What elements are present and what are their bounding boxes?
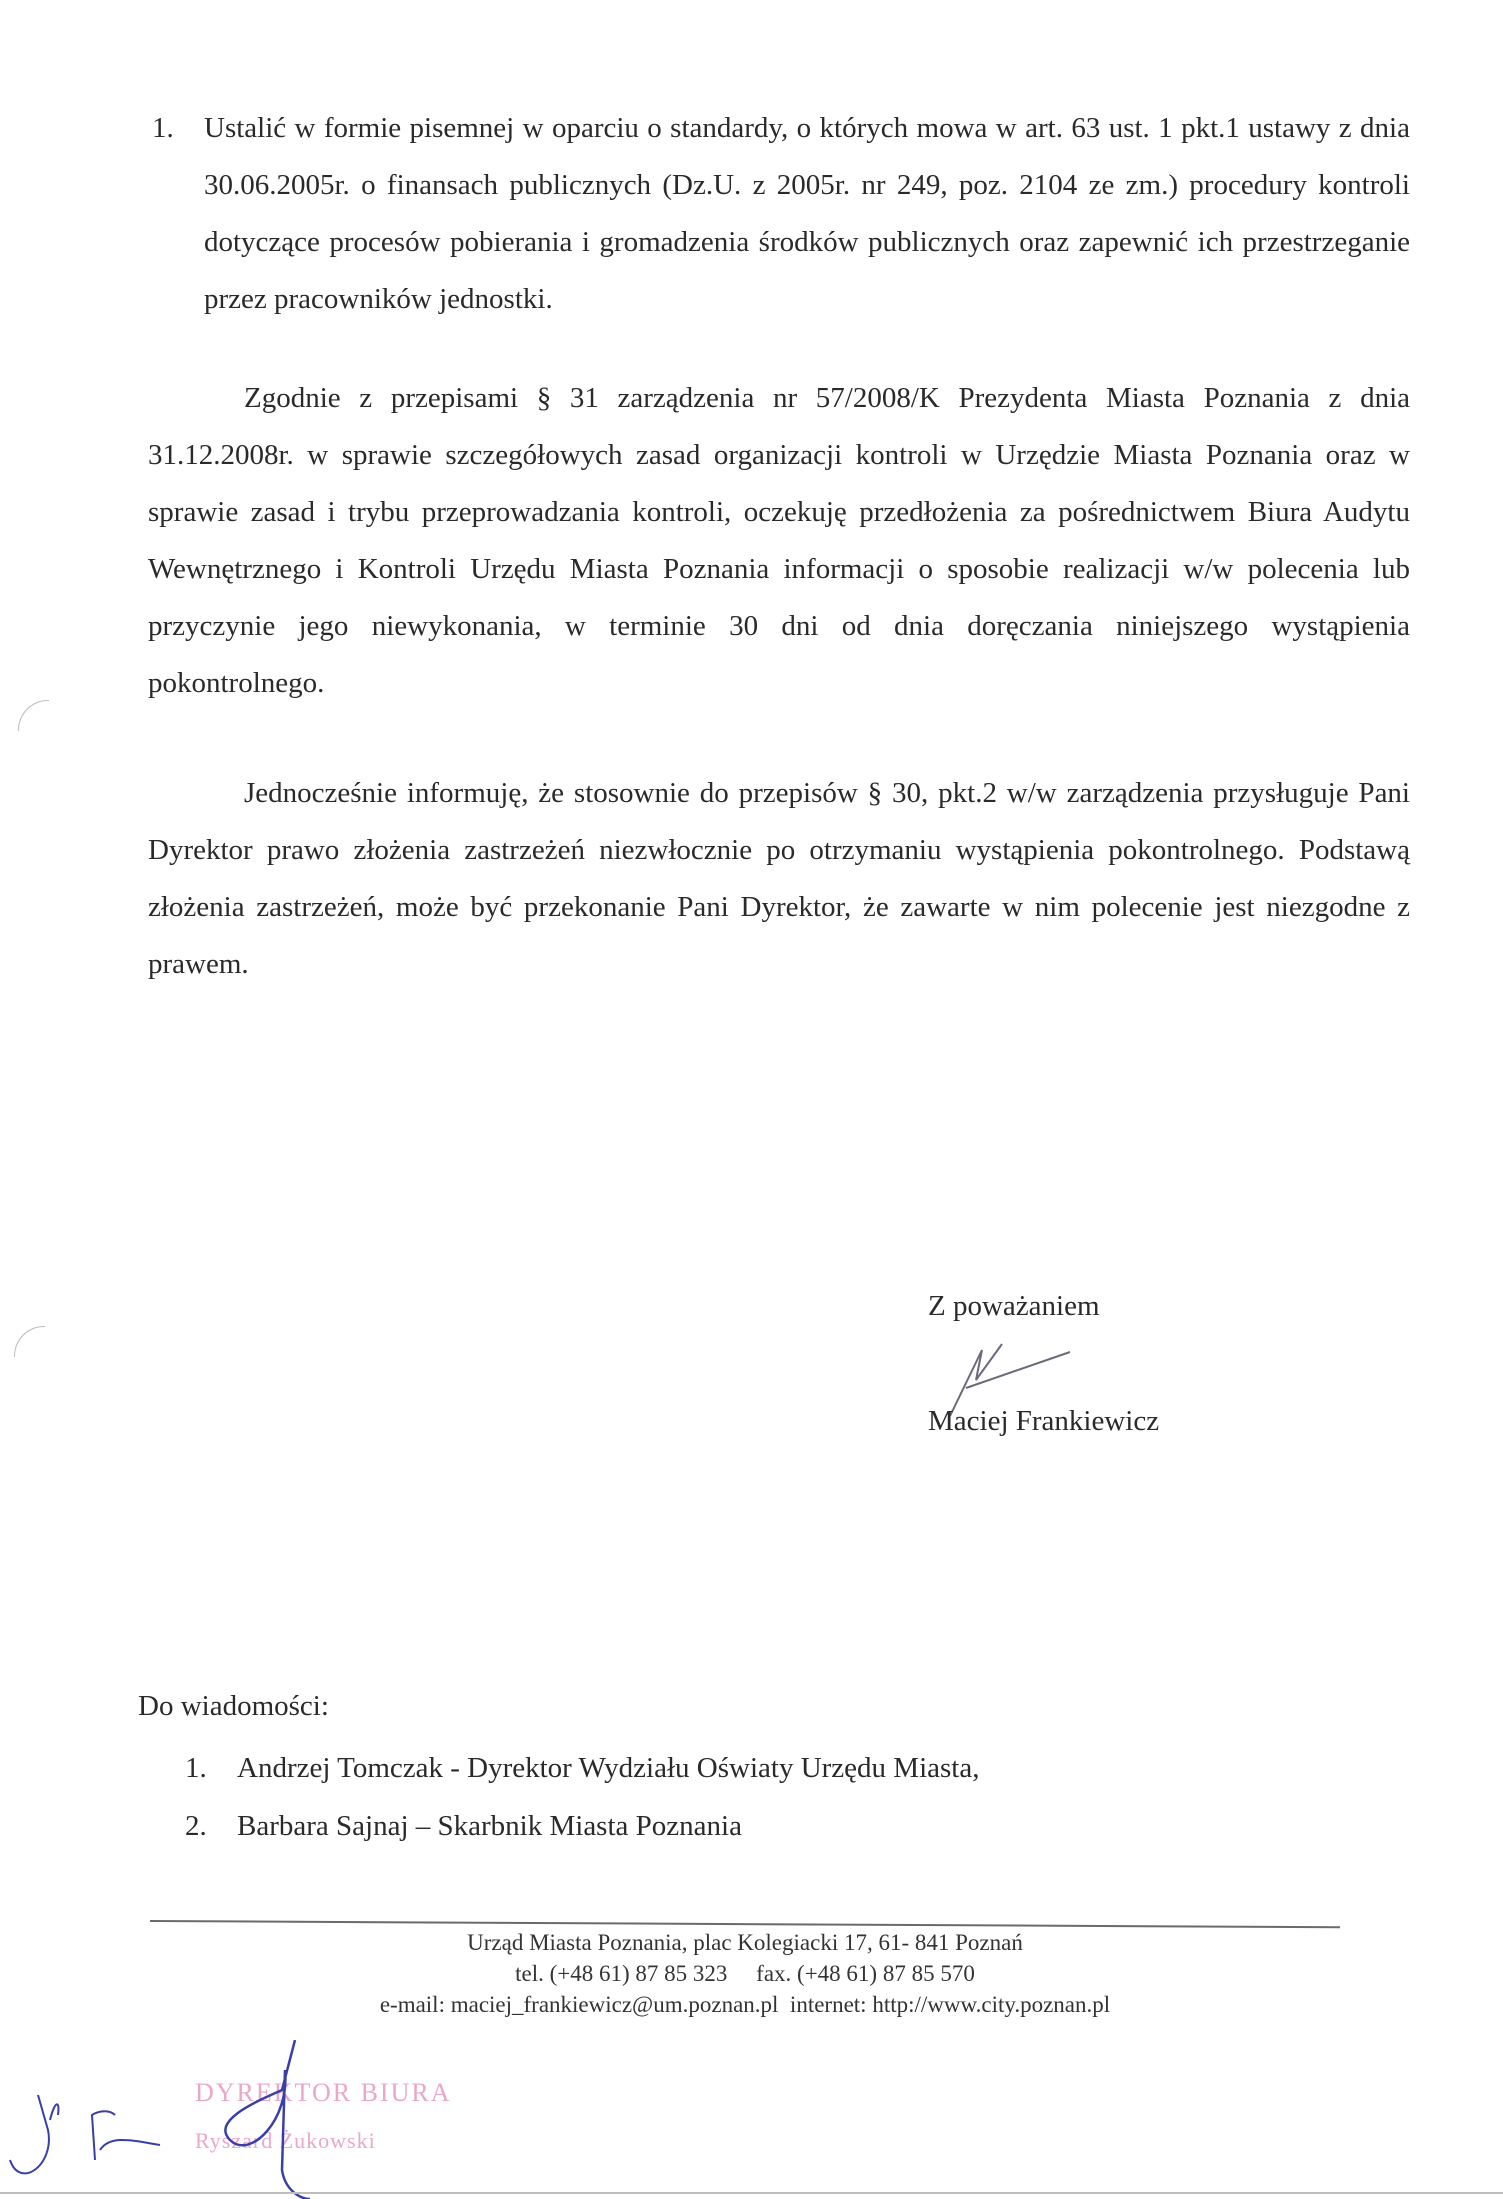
stamp-name: Ryszard Żukowski (195, 2128, 376, 2153)
footer-phone-fax: tel. (+48 61) 87 85 323 fax. (+48 61) 87 85 570 (515, 1961, 975, 1986)
closing-salutation: Z poważaniem (928, 1290, 1100, 1322)
scan-margin-mark (18, 700, 49, 731)
footer-email-web: e-mail: maciej_frankiewicz@um.poznan.pl internet: http://www.city.poznan.pl (379, 1992, 1111, 2017)
numbered-item-1 (152, 100, 1410, 328)
cc-item-number: 1. (185, 1752, 207, 1784)
footer-address: Urząd Miasta Poznania, plac Kolegiacki 17, 61- 841 Poznań (467, 1930, 1023, 1955)
paragraph-objection-rights: Jednocześnie informuję, że stosownie do przepisów § 30, pkt.2 w/w zarządzenia przysługuje Pani Dyrektor prawo złożenia zastrzeżeń niezwłocznie po otrzymaniu wystąpienia pokontrolnego. Podstawą złożenia zastrzeżeń, może być przekonanie Pani Dyrektor, że zawarte w nim polecenie jest niezgodne z prawem. (148, 777, 1410, 980)
handwritten-signature-icon (225, 2040, 310, 2199)
cc-item-text: Barbara Sajnaj – Skarbnik Miasta Poznania (237, 1810, 742, 1842)
scan-margin-mark (14, 1326, 45, 1357)
item-number: 1. (152, 112, 174, 144)
signer-name: Maciej Frankiewicz (928, 1405, 1160, 1437)
footer-divider (150, 1920, 1340, 1928)
handwritten-note-icon (10, 2095, 58, 2173)
paragraph-reporting-requirement: Zgodnie z przepisami § 31 zarządzenia nr 57/2008/K Prezydenta Miasta Poznania z dnia 31.12.2008r. w sprawie szczegółowych zasad organizacji kontroli w Urzędzie Miasta Poznania oraz w sprawie zasad i trybu przeprowadzania kontroli, oczekuję przedłożenia za pośrednictwem Biura Audytu Wewnętrznego i Kontroli Urzędu Miasta Poznania informacji o sposobie realizacji w/w polecenia lub przyczynie jego niewykonania, w terminie 30 dni od dnia doręczania niniejszego wystąpienia pokontrolnego. (148, 382, 1410, 699)
cc-list-item (185, 1752, 979, 1785)
cc-item-number: 2. (185, 1810, 207, 1842)
page-edge (0, 2192, 1503, 2194)
cc-item-text: Andrzej Tomczak - Dyrektor Wydziału Oświaty Urzędu Miasta, (237, 1752, 980, 1784)
handwritten-initials-icon (92, 2111, 160, 2160)
item-text: Ustalić w formie pisemnej w oparciu o standardy, o których mowa w art. 63 ust. 1 pkt.1 ustawy z dnia 30.06.2005r. o finansach publicznych (Dz.U. z 2005r. nr 249, poz. 2104 ze zm.) procedury kontroli dotyczące procesów pobierania i gromadzenia środków publicznych oraz zapewnić ich przestrzeganie przez pracowników jednostki. (204, 112, 1410, 315)
cc-heading: Do wiadomości: (138, 1690, 329, 1722)
stamp-title: DYREKTOR BIURA (195, 2078, 452, 2107)
cc-list-item (185, 1810, 742, 1843)
handwritten-annotations (0, 2040, 420, 2199)
